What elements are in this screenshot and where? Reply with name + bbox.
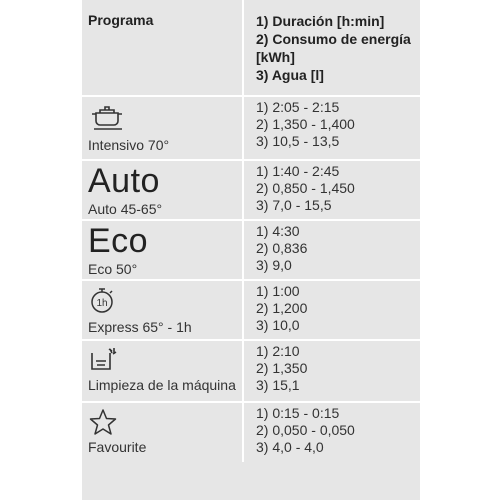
star-icon bbox=[88, 407, 118, 437]
program-cell bbox=[82, 280, 243, 340]
value-water: 3) 4,0 - 4,0 bbox=[256, 439, 324, 455]
header-values-label bbox=[256, 0, 420, 84]
header-values bbox=[243, 0, 420, 96]
value-energy: 2) 1,350 bbox=[256, 360, 308, 376]
values-cell bbox=[243, 340, 420, 402]
values-list bbox=[256, 341, 420, 394]
values-cell bbox=[243, 96, 420, 160]
machine-clean-icon bbox=[88, 345, 118, 375]
value-energy: 2) 1,350 - 1,400 bbox=[256, 116, 355, 132]
header-programa bbox=[82, 0, 243, 96]
value-duration: 1) 1:40 - 2:45 bbox=[256, 163, 340, 179]
program-symbol: Auto bbox=[88, 162, 160, 200]
values-cell bbox=[243, 160, 420, 220]
header-programa-label: Programa bbox=[88, 12, 154, 28]
values-list bbox=[256, 403, 420, 456]
value-duration: 1) 0:15 - 0:15 bbox=[256, 405, 340, 421]
program-name: Intensivo 70° bbox=[88, 137, 170, 153]
value-water: 3) 10,0 bbox=[256, 317, 300, 333]
program-table-panel bbox=[82, 0, 420, 500]
values-cell bbox=[243, 402, 420, 462]
value-water: 3) 10,5 - 13,5 bbox=[256, 133, 340, 149]
table-row bbox=[82, 220, 420, 280]
table-row bbox=[82, 96, 420, 160]
program-name: Auto 45-65° bbox=[88, 201, 163, 217]
program-cell bbox=[82, 220, 243, 280]
value-energy: 2) 0,836 bbox=[256, 240, 308, 256]
program-table bbox=[82, 0, 420, 462]
value-duration: 1) 1:00 bbox=[256, 283, 300, 299]
program-symbol: Eco bbox=[88, 222, 149, 260]
header-line-4: 3) Agua [l] bbox=[256, 67, 324, 83]
program-cell bbox=[82, 160, 243, 220]
stopwatch-icon-label: 1h bbox=[96, 298, 108, 309]
value-energy: 2) 0,850 - 1,450 bbox=[256, 180, 355, 196]
program-name: Favourite bbox=[88, 439, 147, 455]
program-cell bbox=[82, 96, 243, 160]
program-cell bbox=[82, 340, 243, 402]
value-energy: 2) 0,050 - 0,050 bbox=[256, 422, 355, 438]
values-cell bbox=[243, 220, 420, 280]
value-energy: 2) 1,200 bbox=[256, 300, 308, 316]
value-duration: 1) 2:05 - 2:15 bbox=[256, 99, 340, 115]
program-name: Eco 50° bbox=[88, 261, 138, 277]
value-water: 3) 7,0 - 15,5 bbox=[256, 197, 332, 213]
values-list bbox=[256, 161, 420, 214]
table-header-row bbox=[82, 0, 420, 96]
table-row bbox=[82, 160, 420, 220]
pot-icon bbox=[88, 101, 128, 133]
values-list bbox=[256, 97, 420, 150]
values-list bbox=[256, 281, 420, 334]
program-cell bbox=[82, 402, 243, 462]
table-row bbox=[82, 402, 420, 462]
header-line-3: [kWh] bbox=[256, 49, 295, 65]
value-water: 3) 9,0 bbox=[256, 257, 292, 273]
header-line-1: 1) Duración [h:min] bbox=[256, 13, 385, 29]
value-water: 3) 15,1 bbox=[256, 377, 300, 393]
header-line-2: 2) Consumo de energía bbox=[256, 31, 411, 47]
value-duration: 1) 4:30 bbox=[256, 223, 300, 239]
program-name: Limpieza de la máquina bbox=[88, 377, 236, 393]
value-duration: 1) 2:10 bbox=[256, 343, 300, 359]
program-name: Express 65° - 1h bbox=[88, 319, 192, 335]
values-list bbox=[256, 221, 420, 274]
table-row bbox=[82, 340, 420, 402]
stopwatch-icon bbox=[88, 285, 118, 315]
table-row bbox=[82, 280, 420, 340]
values-cell bbox=[243, 280, 420, 340]
